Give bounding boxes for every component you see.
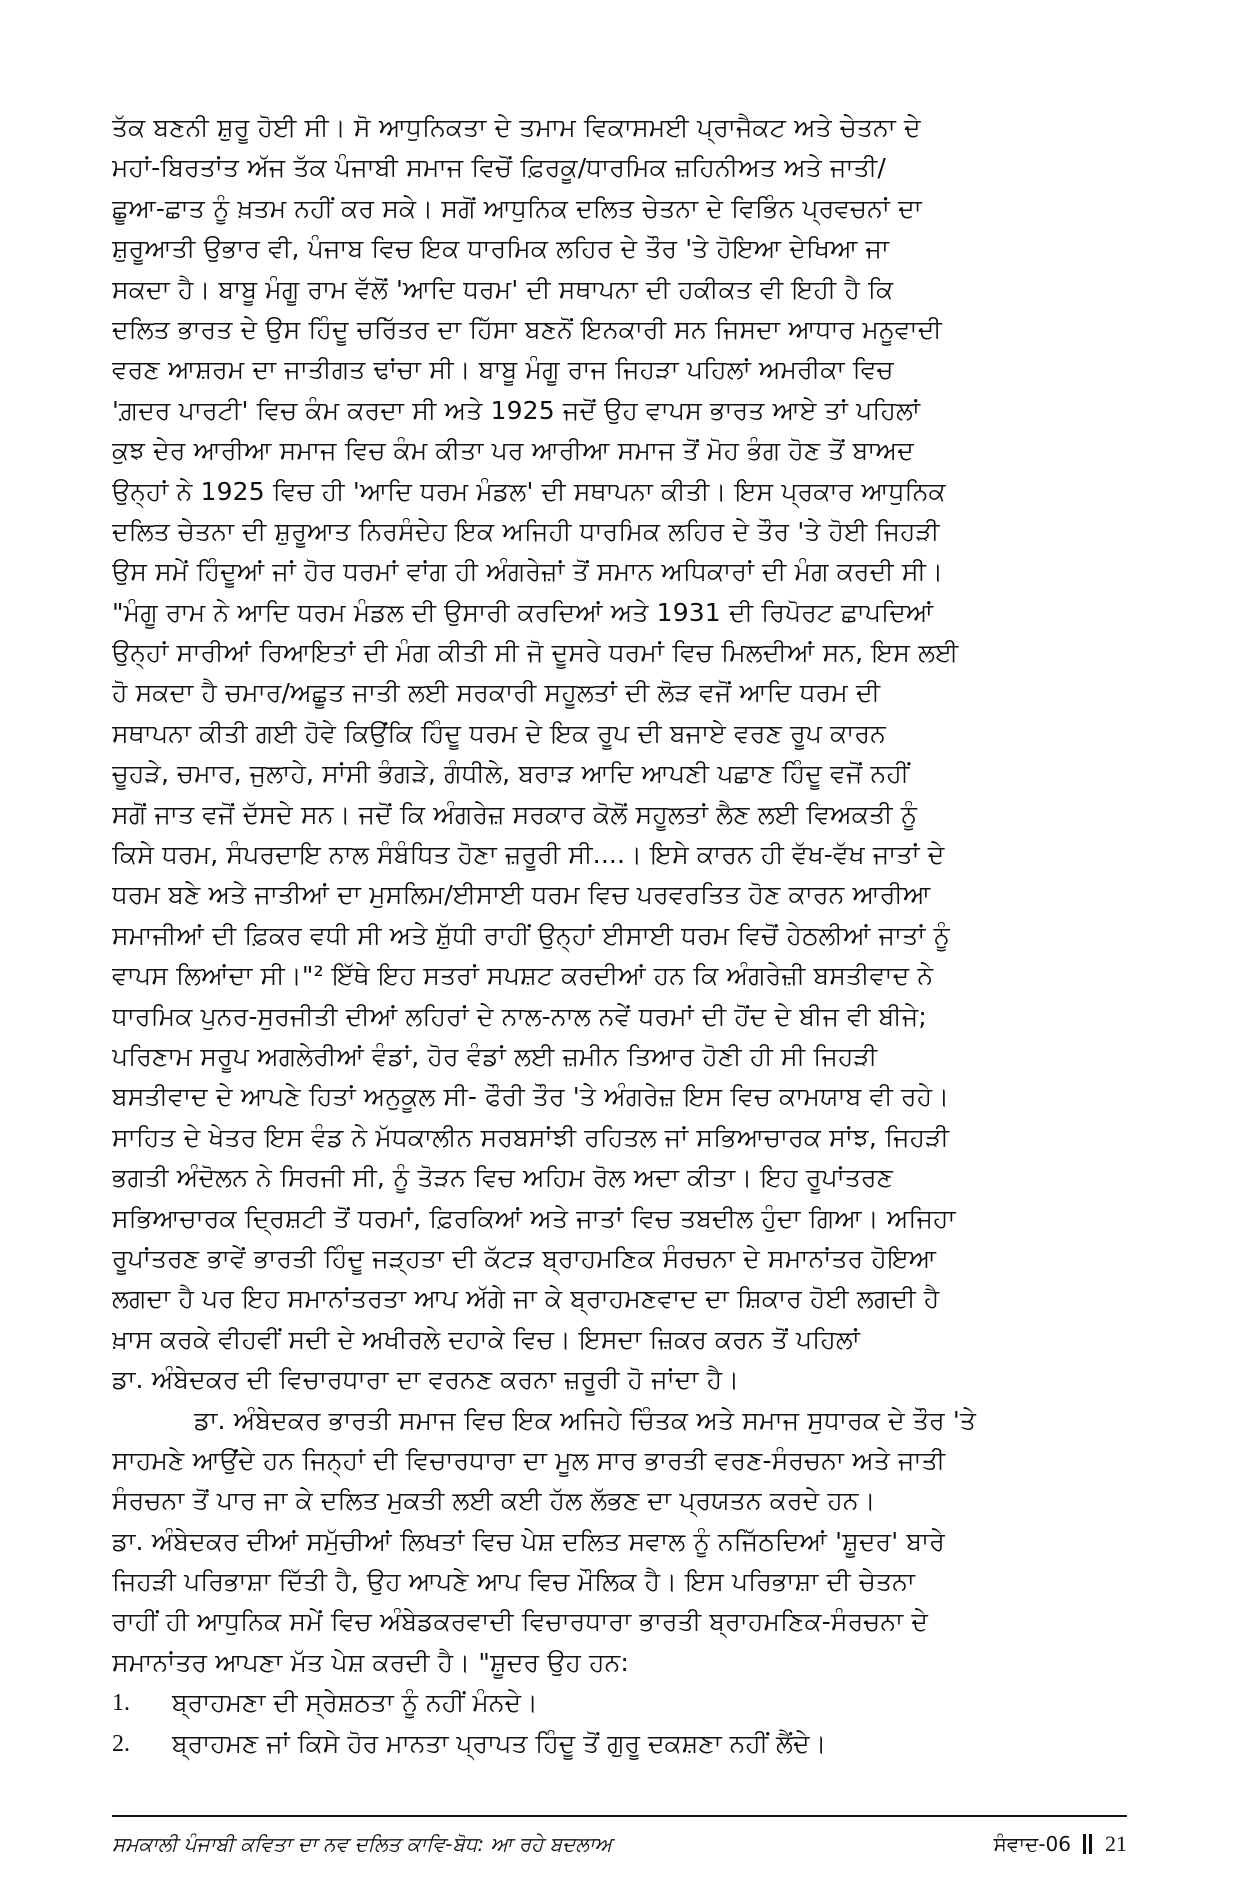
page-number: 21 — [1105, 1831, 1127, 1856]
text-line: ਧਾਰਮਿਕ ਪੁਨਰ-ਸੁਰਜੀਤੀ ਦੀਆਂ ਲਹਿਰਾਂ ਦੇ ਨਾਲ-ਨਾਲ ਨਵੇਂ ਧਰਮਾਂ ਦੀ ਹੋਂਦ ਦੇ ਬੀਜ ਵੀ ਬੀਜੇ; — [112, 1001, 927, 1031]
list-item — [112, 1724, 1127, 1764]
running-title: ਸਮਕਾਲੀ ਪੰਜਾਬੀ ਕਵਿਤਾ ਦਾ ਨਵ ਦਲਿਤ ਕਾਵਿ-ਬੋਧ: ਆ ਰਹੇ ਬਦਲਾਅ — [112, 1832, 612, 1856]
text-line: ਛੂਆ-ਛਾਤ ਨੂੰ ਖ਼ਤਮ ਨਹੀਂ ਕਰ ਸਕੇ। ਸਗੋਂ ਆਧੁਨਿਕ ਦਲਿਤ ਚੇਤਨਾ ਦੇ ਵਿਭਿੰਨ ਪ੍ਰਵਚਨਾਂ ਦਾ — [112, 193, 922, 223]
list-number: 1. — [112, 1690, 130, 1717]
text-line: "ਮੰਗੂ ਰਾਮ ਨੇ ਆਦਿ ਧਰਮ ਮੰਡਲ ਦੀ ਉਸਾਰੀ ਕਰਦਿਆਂ ਅਤੇ 1931 ਦੀ ਰਿਪੋਰਟ ਛਾਪਦਿਆਂ — [112, 597, 934, 627]
text-line: ਕਿਸੇ ਧਰਮ, ਸੰਪਰਦਾਇ ਨਾਲ ਸੰਬੰਧਿਤ ਹੋਣਾ ਜ਼ਰੂਰੀ ਸੀ....। ਇਸੇ ਕਾਰਨ ਹੀ ਵੱਖ-ਵੱਖ ਜਾਤਾਂ ਦੇ — [112, 840, 945, 870]
text-line: ਵਰਣ ਆਸ਼ਰਮ ਦਾ ਜਾਤੀਗਤ ਢਾਂਚਾ ਸੀ। ਬਾਬੂ ਮੰਗੂ ਰਾਜ ਜਿਹੜਾ ਪਹਿਲਾਂ ਅਮਰੀਕਾ ਵਿਚ — [112, 355, 894, 385]
text-line: ਲਗਦਾ ਹੈ ਪਰ ਇਹ ਸਮਾਨਾਂਤਰਤਾ ਆਪ ਅੱਗੇ ਜਾ ਕੇ ਬ੍ਰਾਹਮਣਵਾਦ ਦਾ ਸ਼ਿਕਾਰ ਹੋਈ ਲਗਦੀ ਹੈ — [112, 1284, 940, 1314]
list-text: ਬ੍ਰਾਹਮਣ ਜਾਂ ਕਿਸੇ ਹੋਰ ਮਾਨਤਾ ਪ੍ਰਾਪਤ ਹਿੰਦੂ ਤੋਂ ਗੁਰੂ ਦਕਸ਼ਣਾ ਨਹੀਂ ਲੈਂਦੇ। — [172, 1728, 827, 1758]
text-line: ਸਥਾਪਨਾ ਕੀਤੀ ਗਈ ਹੋਵੇ ਕਿਉਂਕਿ ਹਿੰਦੂ ਧਰਮ ਦੇ ਇਕ ਰੂਪ ਦੀ ਬਜਾਏ ਵਰਣ ਰੂਪ ਕਾਰਨ — [112, 718, 886, 748]
list-item — [112, 1683, 1127, 1723]
text-line: ਉਨ੍ਹਾਂ ਨੇ 1925 ਵਿਚ ਹੀ 'ਆਦਿ ਧਰਮ ਮੰਡਲ' ਦੀ ਸਥਾਪਨਾ ਕੀਤੀ। ਇਸ ਪ੍ਰਕਾਰ ਆਧੁਨਿਕ — [112, 476, 946, 506]
text-line: ਰਾਹੀਂ ਹੀ ਆਧੁਨਿਕ ਸਮੇਂ ਵਿਚ ਅੰਬੇਡਕਰਵਾਦੀ ਵਿਚਾਰਧਾਰਾ ਭਾਰਤੀ ਬ੍ਰਾਹਮਣਿਕ-ਸੰਰਚਨਾ ਦੇ — [112, 1607, 929, 1637]
footer-divider — [112, 1815, 1127, 1817]
text-line: ਉਸ ਸਮੇਂ ਹਿੰਦੂਆਂ ਜਾਂ ਹੋਰ ਧਰਮਾਂ ਵਾਂਗ ਹੀ ਅੰਗਰੇਜ਼ਾਂ ਤੋਂ ਸਮਾਨ ਅਧਿਕਾਰਾਂ ਦੀ ਮੰਗ ਕਰਦੀ ਸੀ। — [112, 557, 944, 587]
text-line: ਸਮਾਜੀਆਂ ਦੀ ਫ਼ਿਕਰ ਵਧੀ ਸੀ ਅਤੇ ਸ਼ੁੱਧੀ ਰਾਹੀਂ ਉਨ੍ਹਾਂ ਈਸਾਈ ਧਰਮ ਵਿਚੋਂ ਹੇਠਲੀਆਂ ਜਾਤਾਂ ਨੂੰ — [112, 920, 950, 950]
text-line: ਰੂਪਾਂਤਰਣ ਭਾਵੇਂ ਭਾਰਤੀ ਹਿੰਦੂ ਜੜ੍ਹਤਾ ਦੀ ਕੱਟੜ ਬ੍ਰਾਹਮਣਿਕ ਸੰਰਚਨਾ ਦੇ ਸਮਾਨਾਂਤਰ ਹੋਇਆ — [112, 1243, 937, 1273]
text-line: ਉਨ੍ਹਾਂ ਸਾਰੀਆਂ ਰਿਆਇਤਾਂ ਦੀ ਮੰਗ ਕੀਤੀ ਸੀ ਜੋ ਦੂਸਰੇ ਧਰਮਾਂ ਵਿਚ ਮਿਲਦੀਆਂ ਸਨ, ਇਸ ਲਈ — [112, 638, 959, 668]
text-line: ਭਗਤੀ ਅੰਦੋਲਨ ਨੇ ਸਿਰਜੀ ਸੀ, ਨੂੰ ਤੋੜਨ ਵਿਚ ਅਹਿਮ ਰੋਲ ਅਦਾ ਕੀਤਾ। ਇਹ ਰੂਪਾਂਤਰਣ — [112, 1163, 894, 1193]
page-body — [112, 108, 1127, 1764]
text-line: ਮਹਾਂ-ਬਿਰਤਾਂਤ ਅੱਜ ਤੱਕ ਪੰਜਾਬੀ ਸਮਾਜ ਵਿਚੋਂ ਫ਼ਿਰਕੂ/ਧਾਰਮਿਕ ਜ਼ਹਿਨੀਅਤ ਅਤੇ ਜਾਤੀ/ — [112, 153, 886, 183]
paragraph-first-line: ਡਾ. ਅੰਬੇਦਕਰ ਭਾਰਤੀ ਸਮਾਜ ਵਿਚ ਇਕ ਅਜਿਹੇ ਚਿੰਤਕ ਅਤੇ ਸਮਾਜ ਸੁਧਾਰਕ ਦੇ ਤੌਰ 'ਤੇ — [194, 1405, 977, 1435]
list-text: ਬ੍ਰਾਹਮਣਾ ਦੀ ਸ੍ਰੇਸ਼ਠਤਾ ਨੂੰ ਨਹੀਂ ਮੰਨਦੇ। — [172, 1688, 538, 1718]
text-line: ਦਲਿਤ ਭਾਰਤ ਦੇ ਉਸ ਹਿੰਦੂ ਚਰਿੱਤਰ ਦਾ ਹਿੱਸਾ ਬਣਨੋਂ ਇਨਕਾਰੀ ਸਨ ਜਿਸਦਾ ਆਧਾਰ ਮਨੂਵਾਦੀ — [112, 314, 942, 344]
text-line: ਸਭਿਆਚਾਰਕ ਦ੍ਰਿਸ਼ਟੀ ਤੋਂ ਧਰਮਾਂ, ਫ਼ਿਰਕਿਆਂ ਅਤੇ ਜਾਤਾਂ ਵਿਚ ਤਬਦੀਲ ਹੁੰਦਾ ਗਿਆ। ਅਜਿਹਾ — [112, 1203, 956, 1233]
text-line: ਖ਼ਾਸ ਕਰਕੇ ਵੀਹਵੀਂ ਸਦੀ ਦੇ ਅਖੀਰਲੇ ਦਹਾਕੇ ਵਿਚ। ਇਸਦਾ ਜ਼ਿਕਰ ਕਰਨ ਤੋਂ ਪਹਿਲਾਂ — [112, 1324, 860, 1354]
text-line: ਤੱਕ ਬਣਨੀ ਸ਼ੁਰੂ ਹੋਈ ਸੀ। ਸੋ ਆਧੁਨਿਕਤਾ ਦੇ ਤਮਾਮ ਵਿਕਾਸਮਈ ਪ੍ਰਾਜੈਕਟ ਅਤੇ ਚੇਤਨਾ ਦੇ — [112, 113, 921, 142]
journal-name: ਸੰਵਾਦ-06 — [993, 1832, 1071, 1856]
text-line: 'ਗ਼ਦਰ ਪਾਰਟੀ' ਵਿਚ ਕੰਮ ਕਰਦਾ ਸੀ ਅਤੇ 1925 ਜਦੋਂ ਉਹ ਵਾਪਸ ਭਾਰਤ ਆਏ ਤਾਂ ਪਹਿਲਾਂ — [112, 395, 921, 425]
text-line: ਪਰਿਣਾਮ ਸਰੂਪ ਅਗਲੇਰੀਆਂ ਵੰਡਾਂ, ਹੋਰ ਵੰਡਾਂ ਲਈ ਜ਼ਮੀਨ ਤਿਆਰ ਹੋਣੀ ਹੀ ਸੀ ਜਿਹੜੀ — [112, 1041, 878, 1071]
text-line: ਸਕਦਾ ਹੈ। ਬਾਬੂ ਮੰਗੂ ਰਾਮ ਵੱਲੋਂ 'ਆਦਿ ਧਰਮ' ਦੀ ਸਥਾਪਨਾ ਦੀ ਹਕੀਕਤ ਵੀ ਇਹੀ ਹੈ ਕਿ — [112, 274, 894, 304]
footer-meta — [994, 1826, 1127, 1862]
page-footer — [112, 1826, 1127, 1862]
text-line: ਚੂਹੜੇ, ਚਮਾਰ, ਜੁਲਾਹੇ, ਸਾਂਸੀ ਭੰਗੜੇ, ਗੰਧੀਲੇ, ਬਰਾੜ ਆਦਿ ਆਪਣੀ ਪਛਾਣ ਹਿੰਦੂ ਵਜੋਂ ਨਹੀਂ — [112, 759, 910, 789]
text-line: ਸਮਾਨਾਂਤਰ ਆਪਣਾ ਮੱਤ ਪੇਸ਼ ਕਰਦੀ ਹੈ। "ਸ਼ੂਦਰ ਉਹ ਹਨ: — [112, 1647, 629, 1677]
list-number: 2. — [112, 1730, 130, 1757]
text-line: ਸਾਹਮਣੇ ਆਉਂਦੇ ਹਨ ਜਿਨ੍ਹਾਂ ਦੀ ਵਿਚਾਰਧਾਰਾ ਦਾ ਮੂਲ ਸਾਰ ਭਾਰਤੀ ਵਰਣ-ਸੰਰਚਨਾ ਅਤੇ ਜਾਤੀ — [112, 1445, 946, 1475]
text-line: ਸੰਰਚਨਾ ਤੋਂ ਪਾਰ ਜਾ ਕੇ ਦਲਿਤ ਮੁਕਤੀ ਲਈ ਕਈ ਹੱਲ ਲੱਭਣ ਦਾ ਪ੍ਰਯਤਨ ਕਰਦੇ ਹਨ। — [112, 1486, 876, 1516]
text-line: ਵਾਪਸ ਲਿਆਂਦਾ ਸੀ।"² ਇੱਥੇ ਇਹ ਸਤਰਾਂ ਸਪਸ਼ਟ ਕਰਦੀਆਂ ਹਨ ਕਿ ਅੰਗਰੇਜ਼ੀ ਬਸਤੀਵਾਦ ਨੇ — [112, 961, 934, 991]
text-line: ਸਗੋਂ ਜਾਤ ਵਜੋਂ ਦੱਸਦੇ ਸਨ। ਜਦੋਂ ਕਿ ਅੰਗਰੇਜ਼ ਸਰਕਾਰ ਕੋਲੋਂ ਸਹੂਲਤਾਂ ਲੈਣ ਲਈ ਵਿਅਕਤੀ ਨੂੰ — [112, 799, 918, 829]
text-line: ਡਾ. ਅੰਬੇਦਕਰ ਦੀ ਵਿਚਾਰਧਾਰਾ ਦਾ ਵਰਨਣ ਕਰਨਾ ਜ਼ਰੂਰੀ ਹੋ ਜਾਂਦਾ ਹੈ। — [112, 1365, 740, 1395]
text-line: ਬਸਤੀਵਾਦ ਦੇ ਆਪਣੇ ਹਿਤਾਂ ਅਨੁਕੂਲ ਸੀ- ਫੌਰੀ ਤੌਰ 'ਤੇ ਅੰਗਰੇਜ਼ ਇਸ ਵਿਚ ਕਾਮਯਾਬ ਵੀ ਰਹੇ। — [112, 1082, 950, 1112]
text-line: ਧਰਮ ਬਣੇ ਅਤੇ ਜਾਤੀਆਂ ਦਾ ਮੁਸਲਿਮ/ਈਸਾਈ ਧਰਮ ਵਿਚ ਪਰਵਰਤਿਤ ਹੋਣ ਕਾਰਨ ਆਰੀਆ — [112, 880, 931, 910]
text-line: ਦਲਿਤ ਚੇਤਨਾ ਦੀ ਸ਼ੁਰੂਆਤ ਨਿਰਸੰਦੇਹ ਇਕ ਅਜਿਹੀ ਧਾਰਮਿਕ ਲਹਿਰ ਦੇ ਤੌਰ 'ਤੇ ਹੋਈ ਜਿਹੜੀ — [112, 516, 940, 546]
text-line: ਕੁਝ ਦੇਰ ਆਰੀਆ ਸਮਾਜ ਵਿਚ ਕੰਮ ਕੀਤਾ ਪਰ ਆਰੀਆ ਸਮਾਜ ਤੋਂ ਮੋਹ ਭੰਗ ਹੋਣ ਤੋਂ ਬਾਅਦ — [112, 436, 914, 466]
text-line: ਜਿਹੜੀ ਪਰਿਭਾਸ਼ਾ ਦਿੱਤੀ ਹੈ, ਉਹ ਆਪਣੇ ਆਪ ਵਿਚ ਮੌਲਿਕ ਹੈ। ਇਸ ਪਰਿਭਾਸ਼ਾ ਦੀ ਚੇਤਨਾ — [112, 1567, 916, 1597]
text-line: ਡਾ. ਅੰਬੇਦਕਰ ਦੀਆਂ ਸਮੁੱਚੀਆਂ ਲਿਖਤਾਂ ਵਿਚ ਪੇਸ਼ ਦਲਿਤ ਸਵਾਲ ਨੂੰ ਨਜਿੱਠਦਿਆਂ 'ਸ਼ੂਦਰ' ਬਾਰੇ — [112, 1526, 945, 1556]
separator-bars-icon — [1081, 1834, 1095, 1854]
text-line: ਸਾਹਿਤ ਦੇ ਖੇਤਰ ਇਸ ਵੰਡ ਨੇ ਮੱਧਕਾਲੀਨ ਸਰਬਸਾਂਝੀ ਰਹਿਤਲ ਜਾਂ ਸਭਿਆਚਾਰਕ ਸਾਂਝ, ਜਿਹੜੀ — [112, 1122, 950, 1152]
text-line: ਹੋ ਸਕਦਾ ਹੈ ਚਮਾਰ/ਅਛੂਤ ਜਾਤੀ ਲਈ ਸਰਕਾਰੀ ਸਹੂਲਤਾਂ ਦੀ ਲੋੜ ਵਜੋਂ ਆਦਿ ਧਰਮ ਦੀ — [112, 678, 881, 708]
text-line: ਸ਼ੁਰੂਆਤੀ ਉਭਾਰ ਵੀ, ਪੰਜਾਬ ਵਿਚ ਇਕ ਧਾਰਮਿਕ ਲਹਿਰ ਦੇ ਤੌਰ 'ਤੇ ਹੋਇਆ ਦੇਖਿਆ ਜਾ — [112, 234, 890, 264]
